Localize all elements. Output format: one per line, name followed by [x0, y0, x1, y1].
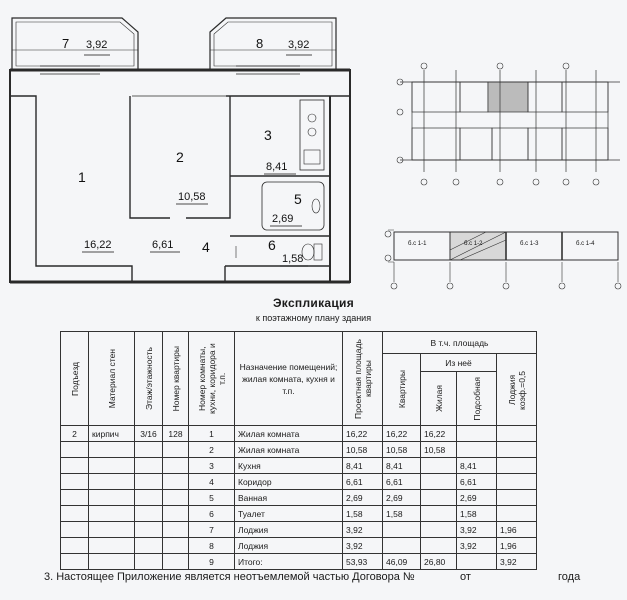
- room-1-area: 16,22: [84, 239, 112, 251]
- section-label-1: б.с 1-1: [408, 241, 427, 247]
- header-living: Жилая: [421, 372, 457, 426]
- section-label-4: б.с 1-4: [576, 241, 595, 247]
- room-5-area: 2,69: [272, 213, 294, 225]
- cell-living-area: 26,80: [421, 554, 457, 570]
- cell-loggia-area: 3,92: [497, 554, 537, 570]
- cell-living-area: [421, 538, 457, 554]
- cell-room-name: Кухня: [235, 458, 343, 474]
- cell-apartment-area: 2,69: [383, 490, 421, 506]
- cell-empty: [61, 522, 89, 538]
- cell-empty: [163, 506, 189, 522]
- cell-utility-area: 8,41: [457, 458, 497, 474]
- floor-plan: [0, 0, 627, 296]
- table-row: [61, 474, 537, 490]
- explication-header: [0, 296, 627, 323]
- header-wall-material: Материал стен: [89, 332, 135, 426]
- cell-design-area: 10,58: [343, 442, 383, 458]
- cell-living-area: [421, 522, 457, 538]
- cell-empty: [61, 538, 89, 554]
- cell-apartment-area: 10,58: [383, 442, 421, 458]
- cell-empty: [163, 490, 189, 506]
- cell-room-number: 1: [189, 426, 235, 442]
- table-row: [61, 490, 537, 506]
- header-of-it: Из неё: [421, 354, 497, 372]
- cell-loggia-area: 1,96: [497, 522, 537, 538]
- cell-empty: [89, 490, 135, 506]
- cell-empty: [61, 506, 89, 522]
- cell-design-area: 3,92: [343, 522, 383, 538]
- header-apartment-area: Квартиры: [383, 354, 421, 426]
- room-6-area: 1,58: [282, 253, 304, 265]
- cell-empty: [135, 442, 163, 458]
- cell-room-name: Коридор: [235, 474, 343, 490]
- cell-utility-area: 1,58: [457, 506, 497, 522]
- header-apartment-number: Номер квартиры: [163, 332, 189, 426]
- building-overview: [400, 70, 620, 172]
- cell-utility-area: 3,92: [457, 522, 497, 538]
- section-label-3: б.с 1-3: [520, 241, 539, 247]
- cell-apartment-area: 6,61: [383, 474, 421, 490]
- explication-title: Экспликация: [272, 296, 355, 310]
- cell-utility-area: 6,61: [457, 474, 497, 490]
- table-row: [61, 522, 537, 538]
- room-2-area: 10,58: [178, 191, 206, 203]
- cell-wall-material: кирпич: [89, 426, 135, 442]
- cell-utility-area: [457, 554, 497, 570]
- cell-room-number: 7: [189, 522, 235, 538]
- cell-loggia-area: [497, 442, 537, 458]
- explication-subtitle: к поэтажному плану здания: [255, 313, 372, 323]
- cell-apartment-area: 46,09: [383, 554, 421, 570]
- cell-apartment-area: 1,58: [383, 506, 421, 522]
- cell-room-name: Ванная: [235, 490, 343, 506]
- cell-utility-area: 2,69: [457, 490, 497, 506]
- cell-room-number: 8: [189, 538, 235, 554]
- cell-empty: [163, 458, 189, 474]
- cell-room-name: Жилая комната: [235, 442, 343, 458]
- cell-apartment-area: 16,22: [383, 426, 421, 442]
- cell-design-area: 6,61: [343, 474, 383, 490]
- cell-living-area: [421, 490, 457, 506]
- cell-loggia-area: [497, 458, 537, 474]
- room-6-number: 6: [268, 237, 276, 253]
- section-label-2: б.с 1-2: [464, 241, 483, 247]
- cell-empty: [163, 442, 189, 458]
- cell-empty: [135, 522, 163, 538]
- cell-empty: [61, 474, 89, 490]
- sections-strip: [388, 230, 618, 282]
- cell-room-number: 5: [189, 490, 235, 506]
- cell-empty: [135, 490, 163, 506]
- cell-design-area: 1,58: [343, 506, 383, 522]
- cell-living-area: [421, 474, 457, 490]
- cell-room-name: Итого:: [235, 554, 343, 570]
- cell-empty: [163, 538, 189, 554]
- cell-loggia-area: [497, 490, 537, 506]
- cell-empty: [163, 554, 189, 570]
- cell-loggia-area: 1,96: [497, 538, 537, 554]
- room-4-number: 4: [202, 239, 210, 255]
- loggia-8-outline: [210, 18, 336, 70]
- header-loggia: Лоджия коэф.=0,5: [497, 354, 537, 426]
- cell-floor: 3/16: [135, 426, 163, 442]
- room-5-number: 5: [294, 191, 302, 207]
- footer-from: от: [460, 571, 471, 583]
- cell-utility-area: 3,92: [457, 538, 497, 554]
- cell-empty: [89, 442, 135, 458]
- cell-empty: [89, 474, 135, 490]
- table-row: [61, 426, 537, 442]
- cell-empty: [163, 474, 189, 490]
- cell-empty: [89, 522, 135, 538]
- cell-empty: [135, 538, 163, 554]
- room-2-number: 2: [176, 149, 184, 165]
- cell-entrance: 2: [61, 426, 89, 442]
- cell-empty: [61, 554, 89, 570]
- cell-design-area: 16,22: [343, 426, 383, 442]
- cell-design-area: 53,93: [343, 554, 383, 570]
- cell-empty: [135, 506, 163, 522]
- table-row: [61, 554, 537, 570]
- loggia-7-outline: [12, 18, 138, 70]
- room-7-area: 3,92: [86, 39, 108, 51]
- room-8-area: 3,92: [288, 39, 310, 51]
- room-3-number: 3: [264, 127, 272, 143]
- cell-room-number: 6: [189, 506, 235, 522]
- cell-utility-area: [457, 442, 497, 458]
- cell-room-name: Лоджия: [235, 522, 343, 538]
- cell-empty: [89, 506, 135, 522]
- cell-apartment-number: 128: [163, 426, 189, 442]
- cell-loggia-area: [497, 474, 537, 490]
- cell-empty: [135, 474, 163, 490]
- cell-apartment-area: [383, 538, 421, 554]
- room-7-number: 7: [62, 36, 70, 51]
- cell-empty: [89, 458, 135, 474]
- table-row: [61, 538, 537, 554]
- header-room-purpose: Назначение помещений; жилая комната, кухня и т.п.: [235, 332, 343, 426]
- cell-room-name: Жилая комната: [235, 426, 343, 442]
- cell-empty: [89, 538, 135, 554]
- cell-apartment-area: 8,41: [383, 458, 421, 474]
- header-design-area: Проектная площадь квартиры: [343, 332, 383, 426]
- footer-text: 3. Настоящее Приложение является неотъемлемой частью Договора №: [44, 571, 415, 583]
- cell-empty: [135, 554, 163, 570]
- cell-room-name: Туалет: [235, 506, 343, 522]
- cell-living-area: [421, 506, 457, 522]
- room-8-number: 8: [256, 36, 264, 51]
- cell-loggia-area: [497, 506, 537, 522]
- cell-room-number: 9: [189, 554, 235, 570]
- cell-empty: [135, 458, 163, 474]
- header-including-area: В т.ч. площадь: [383, 332, 537, 354]
- header-room-number: Номер комнаты, кухни, коридора и т.п.: [189, 332, 235, 426]
- header-entrance: Подъезд: [61, 332, 89, 426]
- explication-table: [60, 331, 537, 570]
- footer-year: года: [558, 571, 581, 583]
- cell-empty: [61, 442, 89, 458]
- header-floor: Этаж/этажность: [135, 332, 163, 426]
- cell-apartment-area: [383, 522, 421, 538]
- table-row: [61, 442, 537, 458]
- cell-empty: [61, 490, 89, 506]
- cell-room-number: 2: [189, 442, 235, 458]
- table-row: [61, 506, 537, 522]
- cell-design-area: 2,69: [343, 490, 383, 506]
- cell-living-area: 16,22: [421, 426, 457, 442]
- cell-empty: [61, 458, 89, 474]
- cell-design-area: 3,92: [343, 538, 383, 554]
- cell-empty: [89, 554, 135, 570]
- room-3-area: 8,41: [266, 161, 288, 173]
- cell-living-area: 10,58: [421, 442, 457, 458]
- header-utility: Подсобная: [457, 372, 497, 426]
- cell-design-area: 8,41: [343, 458, 383, 474]
- cell-loggia-area: [497, 426, 537, 442]
- room-1-number: 1: [78, 169, 86, 185]
- room-4-area: 6,61: [152, 239, 174, 251]
- cell-utility-area: [457, 426, 497, 442]
- cell-room-number: 4: [189, 474, 235, 490]
- cell-room-name: Лоджия: [235, 538, 343, 554]
- cell-living-area: [421, 458, 457, 474]
- cell-empty: [163, 522, 189, 538]
- table-row: [61, 458, 537, 474]
- cell-room-number: 3: [189, 458, 235, 474]
